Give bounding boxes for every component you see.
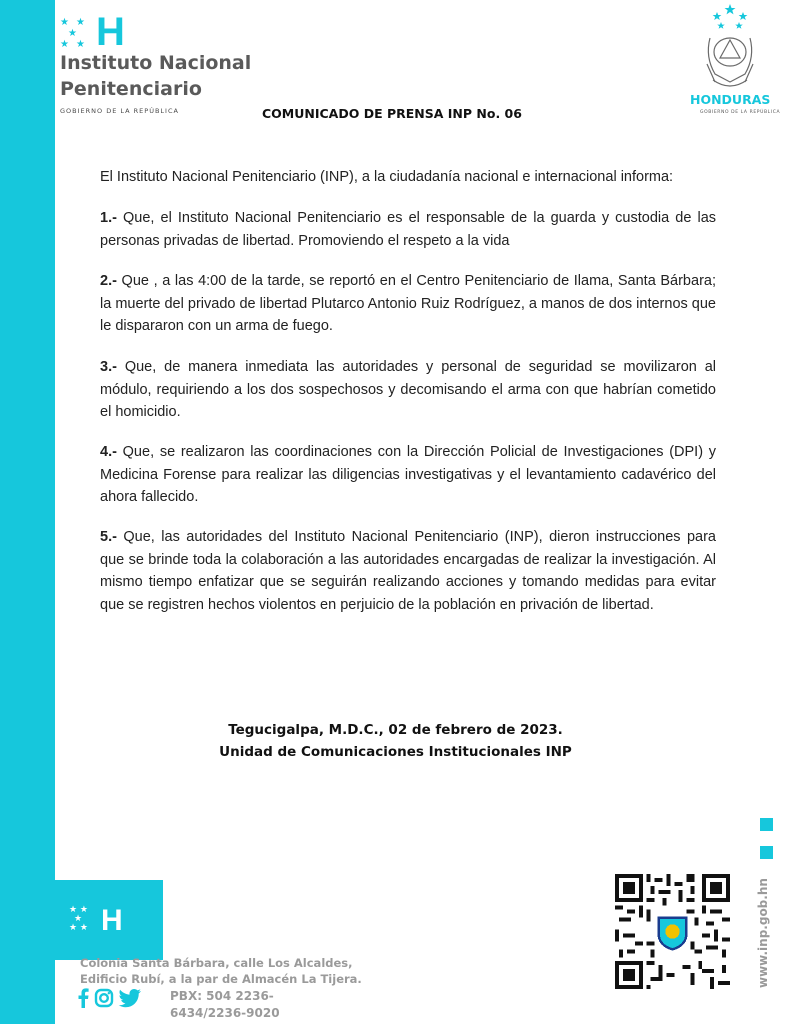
qr-code-icon — [615, 874, 730, 989]
institution-name: Instituto Nacional Penitenciario — [60, 52, 252, 100]
intro-paragraph: El Instituto Nacional Penitenciario (INP), a la ciudadanía nacional e internacional informa: — [100, 169, 674, 185]
footer-address: Colonia Santa Bárbara, calle Los Alcaldes, Edificio Rubí, a la par de Almacén La Tijera. — [80, 956, 362, 986]
side-square — [760, 818, 773, 831]
place-date: Tegucigalpa, M.D.C., 02 de febrero de 2023. — [228, 722, 563, 738]
point-number: 4.- — [100, 444, 117, 460]
point-number: 5.- — [100, 529, 117, 545]
honduras-subtitle: GOBIERNO DE LA REPÚBLICA — [700, 110, 781, 115]
point-paragraph — [100, 207, 716, 252]
side-square — [760, 846, 773, 859]
point-text: Que , a las 4:00 de la tarde, se reportó en el Centro Penitenciario de Ilama, Santa Bárbara; la muerte del privado de libertad Plutarco Antonio Ruiz Rodríguez, a manos de dos internos que le dispararon con un arma de fuego. — [100, 273, 716, 334]
point-text: Que, se realizaron las coordinaciones con la Dirección Policial de Investigaciones (DPI) y Medicina Forense para realizar las diligencias investigativas y el levantamiento cadavérico del ahora fallecido. — [100, 444, 717, 505]
website-text: www.inp.gob.hn — [756, 878, 770, 988]
signing-unit: Unidad de Comunicaciones Institucionales INP — [219, 744, 572, 760]
twitter-icon[interactable] — [118, 988, 142, 1008]
point-text: Que, el Instituto Nacional Penitenciario es el responsable de la guarda y custodia de las personas privadas de libertad. Promoviendo el respeto a la vida — [100, 210, 717, 249]
point-paragraph — [100, 526, 716, 616]
footer-pbx: PBX: 504 2236-6434/2236-9020 — [170, 989, 280, 1020]
point-paragraph — [100, 356, 716, 424]
signature-block — [0, 719, 791, 763]
h-logo-mark: H — [96, 10, 125, 54]
point-paragraph — [100, 270, 716, 338]
social-links — [76, 988, 142, 1008]
footer-logo-block — [55, 880, 163, 960]
point-number: 1.- — [100, 210, 117, 226]
svg-text:H: H — [101, 904, 123, 936]
svg-text:★: ★ — [74, 914, 83, 924]
press-release-title: COMUNICADO DE PRENSA INP No. 06 — [262, 106, 522, 121]
svg-text:★ ★: ★ ★ — [69, 923, 88, 933]
svg-text:★ ★: ★ ★ — [69, 905, 88, 915]
stars-h-icon — [69, 900, 139, 936]
point-text: Que, las autoridades del Instituto Nacional Penitenciario (INP), dieron instrucciones para que se brinde toda la colaboración a las autoridades encargadas de realizar la investigación. Al mismo tiempo enfatizar que se seguirán realizando acciones y tomando medidas para evitar que se registren hechos violentos en perjuicio de la población en privación de libertad. — [100, 529, 716, 613]
website-link[interactable] — [752, 868, 776, 988]
left-accent-bar — [0, 0, 55, 1024]
government-subtitle: GOBIERNO DE LA REPÚBLICA — [60, 107, 179, 115]
stars-icon: ★ ★ ★ ★ ★ — [60, 17, 85, 50]
point-number: 2.- — [100, 273, 117, 289]
point-number: 3.- — [100, 359, 117, 375]
instagram-icon[interactable] — [94, 988, 114, 1008]
point-paragraph — [100, 441, 716, 509]
honduras-label: HONDURAS — [690, 92, 771, 107]
inp-mini-logo — [69, 900, 139, 941]
facebook-icon[interactable] — [76, 988, 90, 1008]
point-text: Que, de manera inmediata las autoridades y personal de seguridad se movilizaron al módulo, requiriendo a los dos sospechosos y decomisando el arma con que habrían cometido el homicidio. — [100, 359, 716, 420]
